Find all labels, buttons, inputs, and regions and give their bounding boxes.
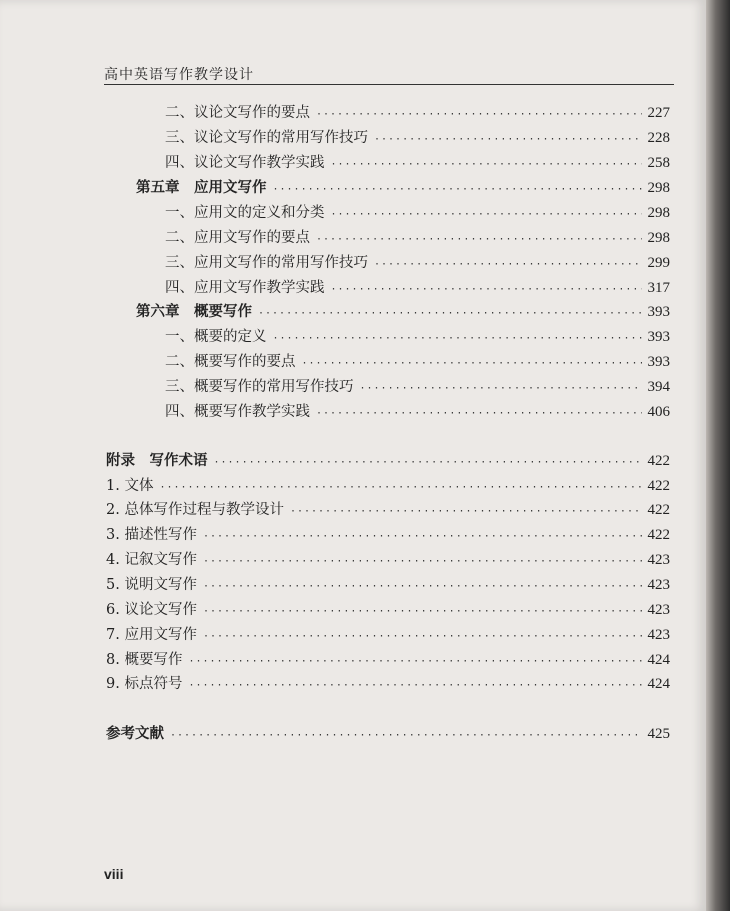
toc-page: 317 <box>647 280 670 296</box>
toc-page: 422 <box>647 453 670 469</box>
toc-page: 424 <box>647 652 670 668</box>
toc-references: 参考文献 ····· 425 <box>106 724 670 746</box>
toc-page: 393 <box>647 329 670 345</box>
toc-entry: 8. 概要写作 ····· 424 <box>106 650 670 672</box>
toc-page: 299 <box>647 255 670 271</box>
toc-entry: 四、议论文写作教学实践 ····· 258 <box>165 153 670 175</box>
running-header: 高中英语写作教学设计 <box>104 67 254 83</box>
toc-page: 423 <box>647 602 670 618</box>
toc-entry: 6. 议论文写作 ····· 423 <box>106 600 670 622</box>
toc-entry: 二、应用文写作的要点 ····· 298 <box>165 228 670 250</box>
toc-page: 228 <box>647 130 670 146</box>
toc-entry: 三、概要写作的常用写作技巧 ····· 394 <box>165 377 670 399</box>
toc-entry: 一、概要的定义 ····· 393 <box>165 327 670 349</box>
toc-page: 227 <box>647 105 670 121</box>
toc-entry: 三、应用文写作的常用写作技巧 ····· 299 <box>165 253 670 275</box>
toc-page: 424 <box>647 676 670 692</box>
toc-entry: 二、概要写作的要点 ····· 393 <box>165 352 670 374</box>
page-number: viii <box>104 866 124 882</box>
toc-entry: 5. 说明文写作 ····· 423 <box>106 575 670 597</box>
toc-entry: 1. 文体 ····· 422 <box>106 476 670 498</box>
toc-page: 298 <box>647 180 670 196</box>
toc-page: 422 <box>647 502 670 518</box>
toc-entry: 3. 描述性写作 ····· 422 <box>106 525 670 547</box>
toc-entry: 四、概要写作教学实践 ····· 406 <box>165 402 670 424</box>
toc-page: 258 <box>647 155 670 171</box>
toc-page: 393 <box>647 304 670 320</box>
toc-entry: 4. 记叙文写作 ····· 423 <box>106 550 670 572</box>
toc-page: 298 <box>647 230 670 246</box>
toc-page: 298 <box>647 205 670 221</box>
toc-entry: 2. 总体写作过程与教学设计 ····· 422 <box>106 500 670 522</box>
toc-page: 394 <box>647 379 670 395</box>
toc-entry: 9. 标点符号 ····· 424 <box>106 674 670 696</box>
toc-page: 423 <box>647 627 670 643</box>
toc-entry: 四、应用文写作教学实践 ····· 317 <box>165 278 670 300</box>
book-spine-shadow <box>706 0 730 911</box>
toc-page: 406 <box>647 404 670 420</box>
toc-page: 423 <box>647 577 670 593</box>
toc-page: 422 <box>647 527 670 543</box>
toc-entry: 三、议论文写作的常用写作技巧 ····· 228 <box>165 128 670 150</box>
toc-page: 422 <box>647 478 670 494</box>
toc-page: 393 <box>647 354 670 370</box>
toc-chapter: 第五章 应用文写作 ····· 298 <box>136 178 670 200</box>
toc-page: 425 <box>647 726 670 742</box>
toc-appendix: 附录 写作术语 ····· 422 <box>106 451 670 473</box>
toc-entry: 一、应用文的定义和分类 ····· 298 <box>165 203 670 225</box>
toc-chapter: 第六章 概要写作 ····· 393 <box>136 302 670 324</box>
toc-entry: 二、议论文写作的要点 ····· 227 <box>165 103 670 125</box>
toc-entry: 7. 应用文写作 ····· 423 <box>106 625 670 647</box>
toc-page: 423 <box>647 552 670 568</box>
